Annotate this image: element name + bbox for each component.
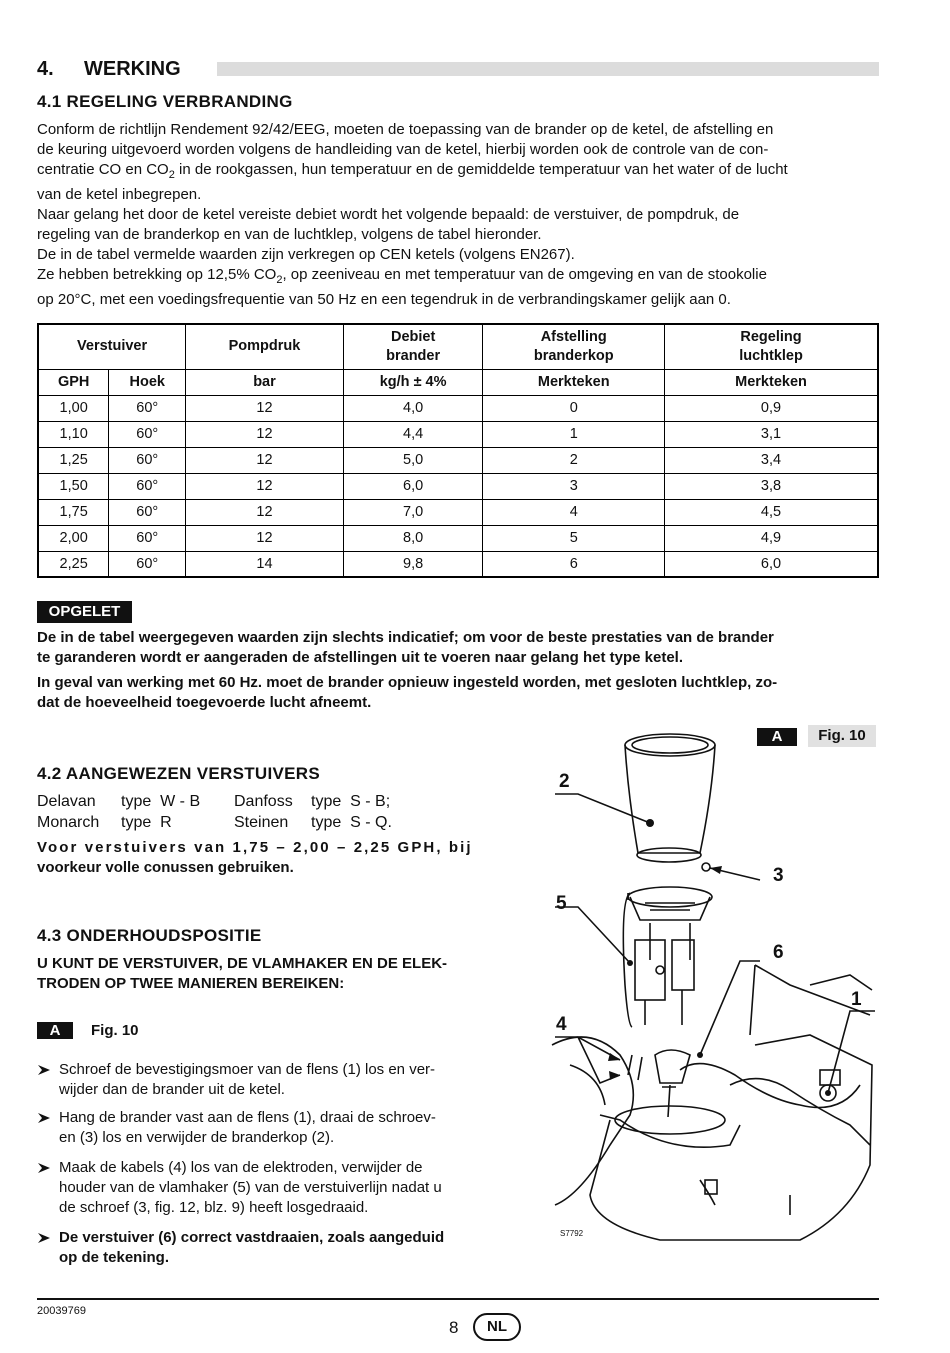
table-cell: 2	[483, 447, 665, 473]
table-cell: 2,00	[38, 525, 109, 551]
table-row	[38, 421, 878, 447]
step-3: Maak de kabels (4) los van de elektroden, verwijder de houder van de vlamhaker (5) van de verstuiverlijn nadat u de schroef (3, fig. 12, blz. 9) heeft losgedraaid.	[37, 1158, 507, 1218]
table-cell: 12	[186, 473, 344, 499]
step-4: De verstuiver (6) correct vastdraaien, zoals aangeduid op de tekening.	[37, 1228, 507, 1268]
table-cell: 1,10	[38, 421, 109, 447]
subsection-4-3-title: 4.3 ONDERHOUDSPOSITIE	[37, 926, 262, 945]
table-cell: 60°	[109, 551, 186, 577]
table-cell: 12	[186, 447, 344, 473]
table-cell: 60°	[109, 421, 186, 447]
table-cell: 0	[483, 395, 665, 421]
section-number: 4.	[37, 58, 54, 80]
table-row	[38, 395, 878, 421]
intro-paragraph: Conform de richtlijn Rendement 92/42/EEG, moeten de toepassing van de brander op de ketel, de afstelling en de keuring uitgevoerd worden volgens de handleiding van de ketel, hierbij worden ook de controle van de con- centratie CO en $CO_2$ in de rookgassen, hun temperatuur en de gemiddelde temperatuur van het water of de lucht van de ketel inbegrepen. Naar gelang het door de ketel vereiste debiet wordt het volgende bepaald: de verstuiver, de pompdruk, de regeling van de branderkop en van de luchtklep, volgens de tabel hieronder. De in de tabel vermelde waarden zijn verkregen op CEN ketels (volgens EN267). Ze hebben betrekking op 12,5% $CO_2$, op zeeniveau en met temperatuur van de omgeving en van de stookolie op 20°C, met een voedingsfrequentie van 50 Hz en een tegendruk in de verbrandingskamer gelijk aan 0.	[37, 121, 788, 308]
subheader-cell: Hoek	[109, 369, 186, 395]
table-row	[38, 551, 878, 577]
table-cell: 12	[186, 421, 344, 447]
callout-2: 2	[559, 771, 570, 792]
header-afstelling: Afstelling branderkop	[483, 324, 665, 369]
table-cell: 5,0	[343, 447, 483, 473]
heading-bar	[217, 62, 879, 76]
header-debiet: Debiet brander	[343, 324, 483, 369]
table-cell: 4,4	[343, 421, 483, 447]
table-cell: 1	[483, 421, 665, 447]
table-subheader-row	[38, 369, 878, 395]
table-cell: 1,25	[38, 447, 109, 473]
subsection-4-2-title: 4.2 AANGEWEZEN VERSTUIVERS	[37, 764, 320, 783]
arrow-bullet-icon	[37, 1231, 51, 1245]
table-cell: 1,75	[38, 499, 109, 525]
table-cell: 12	[186, 395, 344, 421]
table-cell: 7,0	[343, 499, 483, 525]
footer-rule	[37, 1298, 879, 1300]
callout-5: 5	[556, 893, 567, 914]
step-2: Hang de brander vast aan de flens (1), draai de schroev- en (3) los en verwijder de branderkop (2).	[37, 1108, 507, 1148]
arrow-bullet-icon	[37, 1161, 51, 1175]
table-cell: 12	[186, 525, 344, 551]
table-cell: 60°	[109, 499, 186, 525]
table-cell: 8,0	[343, 525, 483, 551]
table-cell: 60°	[109, 473, 186, 499]
step-1: Schroef de bevestigingsmoer van de flens (1) los en ver- wijder dan de brander uit de ketel.	[37, 1060, 507, 1100]
table-row	[38, 499, 878, 525]
table-cell: 1,50	[38, 473, 109, 499]
table-cell: 3,1	[665, 421, 878, 447]
table-cell: 14	[186, 551, 344, 577]
arrow-bullet-icon	[37, 1063, 51, 1077]
table-cell: 0,9	[665, 395, 878, 421]
table-cell: 2,25	[38, 551, 109, 577]
table-cell: 6	[483, 551, 665, 577]
table-cell: 5	[483, 525, 665, 551]
table-cell: 6,0	[343, 473, 483, 499]
table-cell: 4,9	[665, 525, 878, 551]
burner-maintenance-illustration	[550, 725, 880, 1245]
callout-1: 1	[851, 989, 862, 1010]
table-cell: 60°	[109, 525, 186, 551]
subsection-4-1-title: 4.1 REGELING VERBRANDING	[37, 92, 293, 111]
table-cell: 60°	[109, 395, 186, 421]
header-pompdruk: Pompdruk	[186, 324, 344, 369]
table-cell: 4,0	[343, 395, 483, 421]
nozzle-note: Voor verstuivers van 1,75 – 2,00 – 2,25 GPH, bij voorkeur volle conussen gebruiken.	[37, 839, 473, 876]
table-cell: 60°	[109, 447, 186, 473]
table-cell: 1,00	[38, 395, 109, 421]
subheader-cell: GPH	[38, 369, 109, 395]
subheader-cell: bar	[186, 369, 344, 395]
table-row	[38, 525, 878, 551]
table-row	[38, 447, 878, 473]
section-title: WERKING	[84, 58, 181, 80]
callout-4: 4	[556, 1014, 567, 1035]
figure-tag: A	[757, 728, 797, 746]
language-badge: NL	[473, 1313, 521, 1341]
arrow-bullet-icon	[37, 1111, 51, 1125]
table-cell: 4	[483, 499, 665, 525]
figure-code: S7792	[560, 1229, 584, 1238]
subheader-cell: Merkteken	[665, 369, 878, 395]
subheader-cell: Merkteken	[483, 369, 665, 395]
figure-ref-label: Fig. 10	[91, 1022, 139, 1039]
callout-6: 6	[773, 942, 784, 963]
callout-3: 3	[773, 865, 784, 886]
subsection-4-3-intro: U KUNT DE VERSTUIVER, DE VLAMHAKER EN DE ELEK- TRODEN OP TWEE MANIEREN BEREIKEN:	[37, 955, 448, 992]
table-row	[38, 473, 878, 499]
doc-number: 20039769	[37, 1305, 86, 1317]
table-cell: 3,4	[665, 447, 878, 473]
warning-text: De in de tabel weergegeven waarden zijn slechts indicatief; om voor de beste prestaties van de brander te garanderen wordt er aangeraden de afstellingen uit te voeren naar gelang het type ketel. In geval van werking met 60 Hz. moet de brander opnieuw ingesteld worden, met gesloten luchtklep, zo- dat de hoeveelheid toegevoerde lucht afneemt.	[37, 629, 778, 711]
table-header-row	[38, 324, 878, 369]
header-verstuiver: Verstuiver	[38, 324, 186, 369]
table-cell: 4,5	[665, 499, 878, 525]
page-number: 8	[449, 1318, 459, 1337]
table-cell: 3	[483, 473, 665, 499]
figure-label: Fig. 10	[808, 725, 876, 747]
table-cell: 12	[186, 499, 344, 525]
warning-tag: OPGELET	[37, 601, 132, 623]
nozzle-settings-table	[37, 323, 879, 578]
subheader-cell: kg/h ± 4%	[343, 369, 483, 395]
figure-ref-tag: A	[37, 1022, 73, 1039]
table-cell: 6,0	[665, 551, 878, 577]
table-cell: 3,8	[665, 473, 878, 499]
table-cell: 9,8	[343, 551, 483, 577]
header-regeling: Regeling luchtklep	[665, 324, 878, 369]
